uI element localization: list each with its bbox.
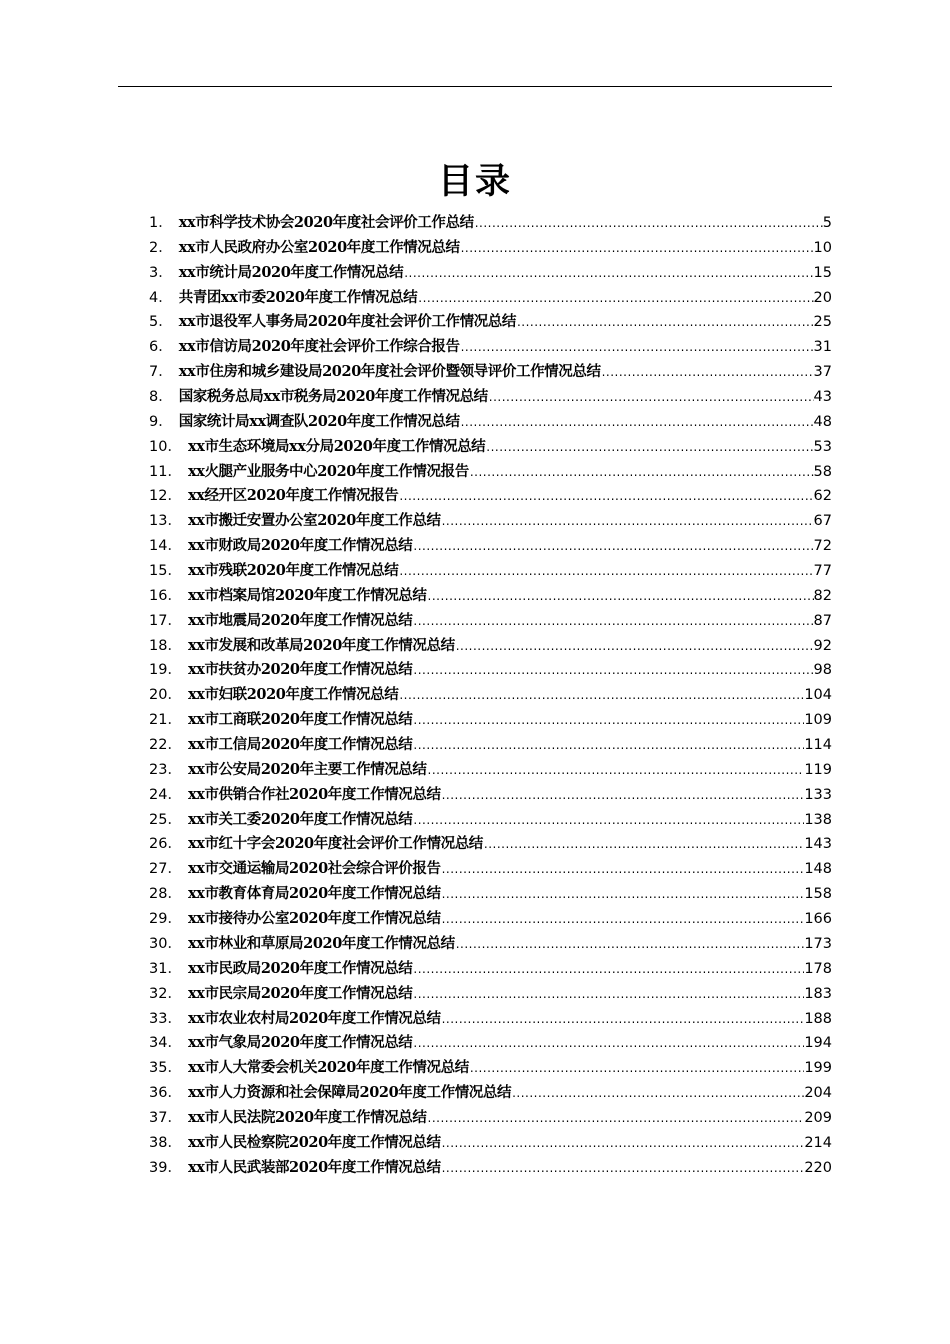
toc-entry-title: xx市档案局馆2020年度工作情况总结: [187, 586, 427, 604]
toc-entry-leader: [469, 460, 814, 485]
toc-entry[interactable]: [146, 559, 832, 584]
toc-entry-number: 6．: [149, 339, 173, 356]
toc-entry-title: xx市林业和草原局2020年度工作情况总结: [187, 934, 455, 952]
toc-entry-page-number: 53: [813, 438, 832, 455]
toc-entry-number: 4．: [149, 289, 173, 306]
toc-entry-leader: [398, 484, 813, 509]
toc-entry-leader: [469, 1056, 805, 1081]
toc-entry-number: 38．: [149, 1134, 182, 1151]
toc-entry[interactable]: [146, 460, 832, 485]
toc-entry-number: 19．: [149, 662, 182, 679]
toc-entry[interactable]: [146, 708, 832, 733]
toc-entry-leader: [398, 559, 813, 584]
toc-entry[interactable]: [146, 982, 832, 1007]
toc-entry-number: 39．: [149, 1159, 182, 1176]
toc-entry-leader: [441, 1131, 805, 1156]
toc-entry-leader: [403, 261, 813, 286]
toc-entry-number: 34．: [149, 1035, 182, 1052]
toc-entry-page-number: 62: [813, 488, 832, 505]
toc-entry-title: xx市人民法院2020年度工作情况总结: [187, 1108, 427, 1126]
toc-entry-title: xx市民政局2020年度工作情况总结: [187, 959, 413, 977]
toc-entry-leader: [412, 957, 804, 982]
toc-entry-page-number: 173: [804, 935, 832, 952]
toc-entry-page-number: 87: [813, 612, 832, 629]
toc-entry-number: 32．: [149, 985, 182, 1002]
toc-entry-leader: [412, 708, 804, 733]
toc-entry[interactable]: [146, 286, 832, 311]
toc-entry[interactable]: [146, 1156, 832, 1181]
toc-entry-page-number: 20: [813, 289, 832, 306]
toc-entry[interactable]: [146, 882, 832, 907]
toc-entry-page-number: 58: [813, 463, 832, 480]
toc-entry-title: xx市接待办公室2020年度工作情况总结: [187, 910, 441, 928]
toc-entry-number: 37．: [149, 1109, 182, 1126]
toc-entry-title: xx市搬迁安置办公室2020年度工作总结: [187, 512, 441, 530]
toc-entry-page-number: 183: [804, 985, 832, 1002]
toc-entry-title: xx市妇联2020年度工作情况总结: [187, 686, 399, 704]
toc-entry-number: 17．: [149, 612, 182, 629]
toc-entry-leader: [412, 658, 813, 683]
toc-entry-number: 22．: [149, 737, 182, 754]
toc-entry[interactable]: [146, 832, 832, 857]
toc-entry-title: xx市民宗局2020年度工作情况总结: [187, 984, 413, 1002]
toc-entry-leader: [460, 410, 814, 435]
toc-entry[interactable]: [146, 360, 832, 385]
toc-entry-page-number: 143: [804, 836, 832, 853]
toc-entry-number: 14．: [149, 538, 182, 555]
toc-entry-page-number: 214: [804, 1134, 832, 1151]
toc-entry[interactable]: [146, 509, 832, 534]
toc-entry-page-number: 104: [804, 687, 832, 704]
toc-entry[interactable]: [146, 211, 832, 236]
toc-entry-number: 5．: [149, 314, 173, 331]
toc-entry-page-number: 37: [813, 364, 832, 381]
toc-entry-leader: [412, 733, 804, 758]
toc-entry[interactable]: [146, 932, 832, 957]
toc-entry-title: xx市红十字会2020年度社会评价工作情况总结: [187, 835, 483, 853]
toc-entry-number: 16．: [149, 587, 182, 604]
toc-entry-leader: [485, 435, 813, 460]
toc-entry-number: 15．: [149, 563, 182, 580]
toc-entry-leader: [412, 808, 804, 833]
toc-entry-title: xx市财政局2020年度工作情况总结: [187, 537, 413, 555]
toc-entry-leader: [441, 509, 814, 534]
toc-list: [146, 211, 832, 1181]
toc-entry-page-number: 10: [813, 239, 832, 256]
toc-entry-title: xx市人大常委会机关2020年度工作情况总结: [187, 1059, 469, 1077]
toc-entry[interactable]: [146, 683, 832, 708]
toc-entry-title: xx市公安局2020年主要工作情况总结: [187, 760, 427, 778]
toc-entry-title: xx市人力资源和社会保障局2020年度工作情况总结: [187, 1084, 512, 1102]
toc-entry-title: xx市住房和城乡建设局2020年度社会评价暨领导评价工作情况总结: [178, 363, 601, 381]
toc-entry-leader: [455, 932, 805, 957]
toc-entry-title: 国家统计局xx调查队2020年度工作情况总结: [178, 412, 460, 430]
toc-entry-page-number: 31: [813, 339, 832, 356]
toc-entry-page-number: 77: [813, 563, 832, 580]
toc-entry-page-number: 148: [804, 861, 832, 878]
toc-entry-title: xx市供销合作社2020年度工作情况总结: [187, 785, 441, 803]
toc-entry-leader: [412, 534, 813, 559]
toc-entry[interactable]: [146, 385, 832, 410]
toc-entry-title: xx市交通运输局2020社会综合评价报告: [187, 860, 441, 878]
toc-entry-leader: [398, 683, 804, 708]
toc-entry-number: 30．: [149, 935, 182, 952]
toc-entry[interactable]: [146, 534, 832, 559]
toc-entry-page-number: 188: [804, 1010, 832, 1027]
toc-entry-page-number: 67: [813, 513, 832, 530]
toc-entry-title: xx市扶贫办2020年度工作情况总结: [187, 661, 413, 679]
toc-entry[interactable]: [146, 857, 832, 882]
toc-entry-page-number: 178: [804, 960, 832, 977]
toc-entry-title: xx市统计局2020年度工作情况总结: [178, 263, 404, 281]
toc-entry[interactable]: [146, 1031, 832, 1056]
toc-entry-page-number: 92: [813, 637, 832, 654]
toc-entry[interactable]: [146, 1056, 832, 1081]
toc-entry-page-number: 158: [804, 886, 832, 903]
toc-entry-number: 9．: [149, 413, 173, 430]
toc-entry-page-number: 72: [813, 538, 832, 555]
toc-entry-title: xx市农业农村局2020年度工作情况总结: [187, 1009, 441, 1027]
toc-entry-title: xx市人民政府办公室2020年度工作情况总结: [178, 238, 460, 256]
toc-entry[interactable]: [146, 808, 832, 833]
toc-entry-page-number: 43: [813, 389, 832, 406]
toc-entry-number: 2．: [149, 239, 173, 256]
toc-entry-page-number: 98: [813, 662, 832, 679]
toc-entry-page-number: 15: [813, 264, 832, 281]
toc-entry-title: xx市工商联2020年度工作情况总结: [187, 711, 413, 729]
toc-entry-leader: [441, 1156, 805, 1181]
toc-entry-number: 10．: [149, 438, 182, 455]
toc-entry-number: 20．: [149, 687, 182, 704]
toc-entry-leader: [412, 609, 813, 634]
toc-entry-number: 28．: [149, 886, 182, 903]
toc-entry-title: xx市信访局2020年度社会评价工作综合报告: [178, 338, 460, 356]
toc-entry-page-number: 5: [822, 215, 832, 231]
toc-entry-page-number: 199: [804, 1060, 832, 1077]
toc-entry-title: 国家税务总局xx市税务局2020年度工作情况总结: [178, 388, 488, 406]
toc-entry-leader: [460, 236, 814, 261]
toc-entry-number: 33．: [149, 1010, 182, 1027]
toc-entry[interactable]: [146, 310, 832, 335]
toc-entry-leader: [460, 335, 814, 360]
toc-entry-title: xx市发展和改革局2020年度工作情况总结: [187, 636, 455, 654]
toc-entry-leader: [427, 584, 814, 609]
toc-entry-title: xx火腿产业服务中心2020年度工作情况报告: [187, 462, 469, 480]
toc-entry[interactable]: [146, 410, 832, 435]
toc-entry[interactable]: [146, 658, 832, 683]
toc-entry[interactable]: [146, 1106, 832, 1131]
header-rule: [118, 86, 832, 87]
toc-entry-title: xx市关工委2020年度工作情况总结: [187, 810, 413, 828]
toc-title: 目录: [437, 161, 512, 202]
toc-entry-number: 36．: [149, 1085, 182, 1102]
toc-entry-title: xx市人民检察院2020年度工作情况总结: [187, 1133, 441, 1151]
toc-entry-number: 35．: [149, 1060, 182, 1077]
toc-entry[interactable]: [146, 1081, 832, 1106]
toc-entry-leader: [427, 1106, 805, 1131]
toc-entry-title: xx市气象局2020年度工作情况总结: [187, 1034, 413, 1052]
toc-entry[interactable]: [146, 907, 832, 932]
toc-entry-leader: [455, 634, 814, 659]
toc-entry-number: 25．: [149, 811, 182, 828]
toc-entry-leader: [441, 783, 805, 808]
toc-entry-leader: [441, 857, 805, 882]
toc-entry-leader: [601, 360, 814, 385]
toc-entry-leader: [427, 758, 805, 783]
toc-entry-number: 1．: [149, 215, 173, 231]
toc-entry-leader: [483, 832, 804, 857]
toc-entry-page-number: 194: [804, 1035, 832, 1052]
toc-entry-leader: [511, 1081, 804, 1106]
toc-entry[interactable]: [146, 1007, 832, 1032]
toc-entry-title: 共青团xx市委2020年度工作情况总结: [178, 288, 418, 306]
toc-entry-leader: [441, 1007, 805, 1032]
toc-entry-page-number: 114: [804, 737, 832, 754]
toc-entry-number: 13．: [149, 513, 182, 530]
toc-entry-page-number: 133: [804, 786, 832, 803]
toc-entry-page-number: 209: [804, 1109, 832, 1126]
toc-entry[interactable]: [146, 261, 832, 286]
toc-entry-page-number: 166: [804, 911, 832, 928]
toc-entry-leader: [488, 385, 814, 410]
toc-entry-title: xx市残联2020年度工作情况总结: [187, 562, 399, 580]
toc-entry-number: 23．: [149, 761, 182, 778]
toc-entry-page-number: 82: [813, 587, 832, 604]
toc-entry-title: xx市退役军人事务局2020年度社会评价工作情况总结: [178, 313, 516, 331]
toc-entry-title: xx市工信局2020年度工作情况总结: [187, 736, 413, 754]
toc-entry-number: 26．: [149, 836, 182, 853]
toc-entry-title: xx市生态环境局xx分局2020年度工作情况总结: [187, 437, 486, 455]
toc-entry[interactable]: [146, 584, 832, 609]
toc-entry-title: xx市教育体育局2020年度工作情况总结: [187, 885, 441, 903]
toc-entry[interactable]: [146, 435, 832, 460]
toc-entry-title: xx市科学技术协会2020年度社会评价工作总结: [178, 214, 474, 231]
toc-entry-number: 7．: [149, 364, 173, 381]
toc-entry[interactable]: [146, 758, 832, 783]
toc-entry-leader: [412, 1031, 804, 1056]
toc-entry-page-number: 204: [804, 1085, 832, 1102]
toc-entry[interactable]: [146, 335, 832, 360]
toc-entry-leader: [474, 211, 823, 236]
toc-entry-leader: [441, 882, 805, 907]
toc-entry[interactable]: [146, 609, 832, 634]
toc-entry-number: 31．: [149, 960, 182, 977]
toc-entry-page-number: 48: [813, 413, 832, 430]
toc-entry-number: 11．: [149, 463, 182, 480]
toc-entry-leader: [417, 286, 813, 311]
toc-entry-title: xx市人民武装部2020年度工作情况总结: [187, 1158, 441, 1176]
toc-entry[interactable]: [146, 1131, 832, 1156]
toc-entry[interactable]: [146, 733, 832, 758]
toc-entry-page-number: 119: [804, 761, 832, 778]
toc-entry-page-number: 109: [804, 712, 832, 729]
toc-entry-number: 27．: [149, 861, 182, 878]
toc-entry-number: 24．: [149, 786, 182, 803]
toc-entry-number: 12．: [149, 488, 182, 505]
toc-entry-leader: [412, 982, 804, 1007]
toc-entry-leader: [441, 907, 805, 932]
toc-entry[interactable]: [146, 957, 832, 982]
toc-entry-leader: [516, 310, 814, 335]
toc-entry[interactable]: [146, 484, 832, 509]
toc-entry-number: 18．: [149, 637, 182, 654]
toc-entry-number: 3．: [149, 264, 173, 281]
toc-entry-number: 8．: [149, 389, 173, 406]
toc-entry-title: xx经开区2020年度工作情况报告: [187, 487, 399, 505]
toc-entry[interactable]: [146, 236, 832, 261]
toc-entry[interactable]: [146, 634, 832, 659]
toc-entry-number: 29．: [149, 911, 182, 928]
toc-entry-title: xx市地震局2020年度工作情况总结: [187, 611, 413, 629]
toc-entry-number: 21．: [149, 712, 182, 729]
toc-entry-page-number: 25: [813, 314, 832, 331]
toc-entry[interactable]: [146, 783, 832, 808]
toc-entry-page-number: 138: [804, 811, 832, 828]
toc-entry-page-number: 220: [804, 1159, 832, 1176]
